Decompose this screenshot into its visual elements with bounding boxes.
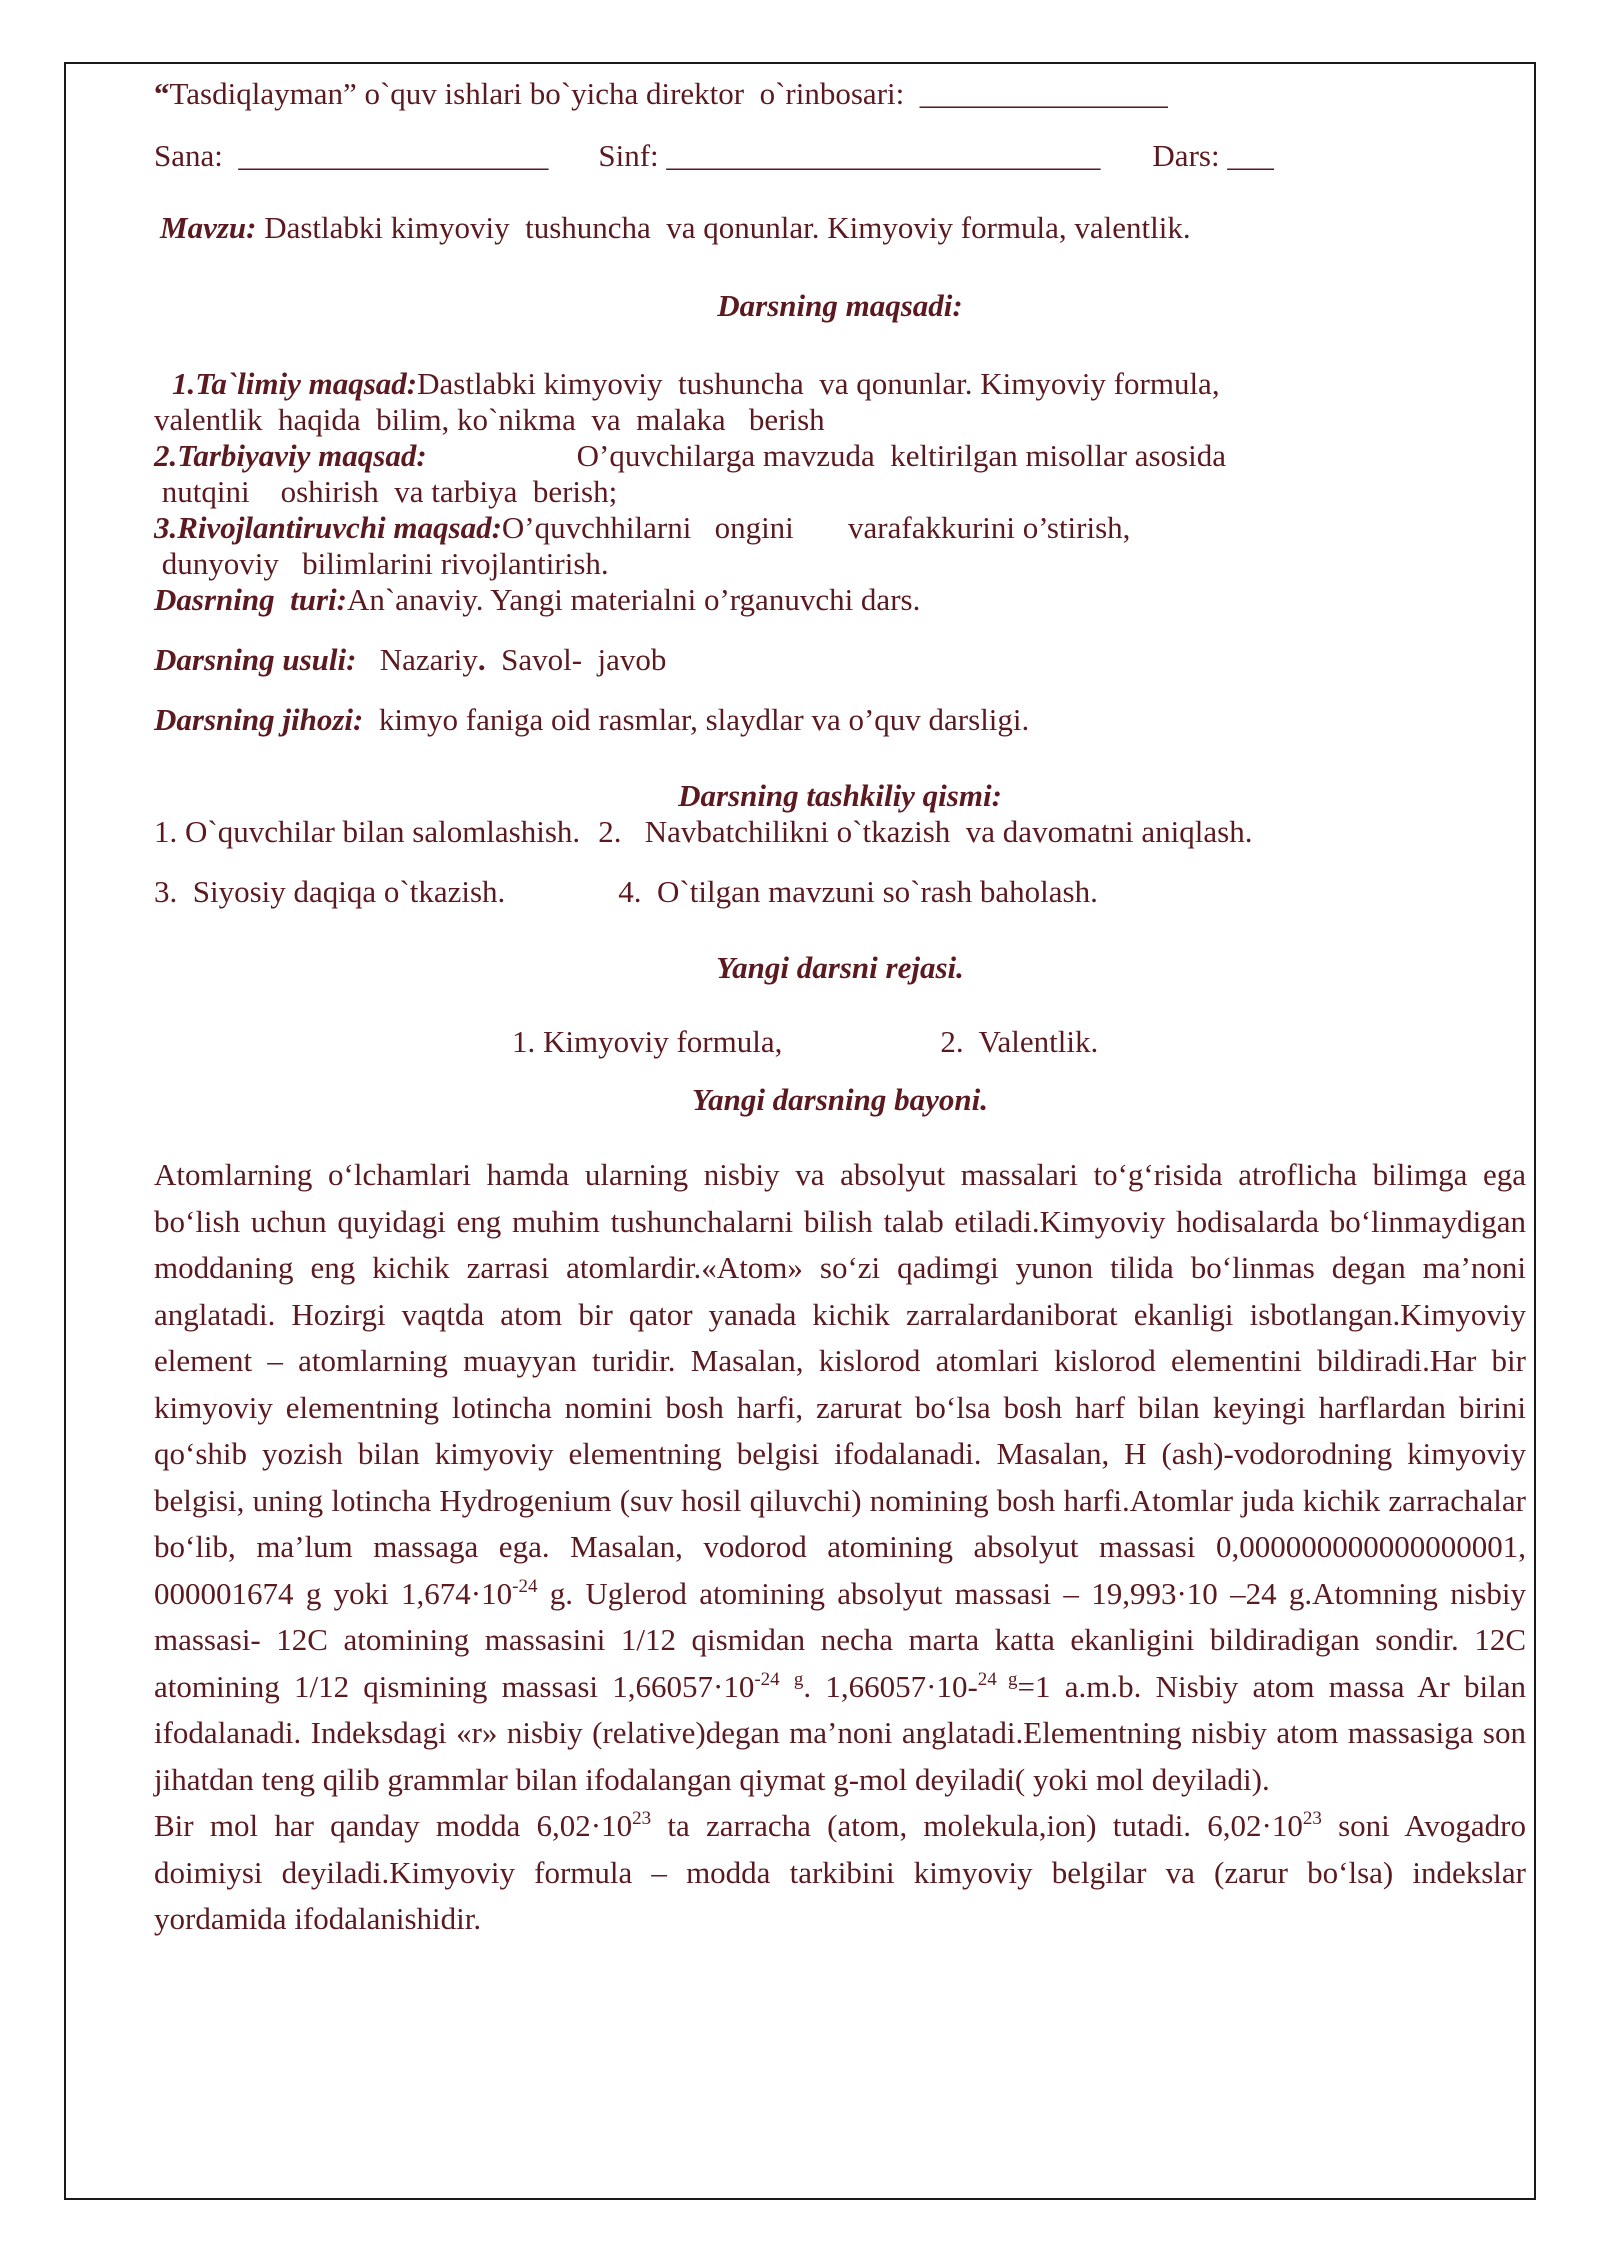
turi-label: Dasrning turi: <box>154 582 347 617</box>
tashkiliy-heading: Darsning tashkiliy qismi: <box>678 778 1002 813</box>
approval-line <box>154 76 1526 112</box>
body-text-1d: =1 a.m.b. Nisbiy atom massa Ar bilan ifodalanadi. Indeksdagi «r» nisbiy (relative)degan ma’noni anglatadi.Elementning nisbiy atom massasiga son jihatdan teng qilib grammlar bilan ifodalangan qiymat g-mol deyiladi( yoki mol deyiladi). <box>154 1668 1527 1797</box>
turi-line <box>154 582 1526 618</box>
talimiy-text: Dastlabki kimyoviy tushuncha va qonunlar. Kimyoviy formula, <box>417 366 1220 401</box>
jihozi-line <box>154 702 1526 738</box>
jihozi-label: Darsning jihozi: <box>154 702 364 737</box>
usuli-text-b: Savol- javob <box>485 642 667 677</box>
usuli-dot: . <box>477 642 486 677</box>
lesson-plan <box>154 76 1526 1943</box>
talimiy-line <box>154 366 1526 402</box>
sinf-label: Sinf: <box>598 138 667 173</box>
rivoj-line-2: dunyoviy bilimlarini rivojlantirish. <box>154 546 609 581</box>
turi-text: An`anaviy. Yangi materialni o’rganuvchi dars. <box>346 582 921 617</box>
body-text-1b: g. Uglerod atomining absolyut massasi – 19,993·10 –24 g.Atomning nisbiy massasi- 12C atomining massasini 1/12 qismidan necha marta katta ekanligini bildiradigan sondir. 12C atomining 1/12 qismining massasi 1,66057·10 <box>154 1575 1526 1704</box>
approval-quote: “ <box>154 76 170 111</box>
usuli-label: Darsning usuli: <box>154 642 357 677</box>
body-text-1c: . 1,66057·10- <box>803 1668 978 1704</box>
body-paragraph-2 <box>154 1803 1526 1943</box>
tarbiyaviy-label: 2.Tarbiyaviy maqsad: <box>154 438 427 473</box>
reja-item-1: 1. Kimyoviy formula, <box>512 1024 783 1059</box>
tashkiliy-item-4: 4. O`tilgan mavzuni so`rash baholash. <box>618 874 1098 909</box>
tashkiliy-row-2 <box>154 874 1526 910</box>
mavzu-label: Mavzu: <box>160 210 257 245</box>
rivoj-line <box>154 510 1526 546</box>
rivoj-text: O’quvchhilarni ongini varafakkurini o’stirish, <box>501 510 1131 545</box>
exponent: 24 <box>977 1668 997 1690</box>
tarbiyaviy-line-2: nutqini oshirish va tarbiya berish; <box>154 474 618 509</box>
tashkiliy-item-1: 1. O`quvchilar bilan salomlashish. <box>154 814 581 849</box>
body-text-2a: Bir mol har qanday modda 6,02·10 <box>154 1808 633 1843</box>
usuli-text-a: Nazariy <box>356 642 478 677</box>
superscript-unit: g <box>996 1668 1018 1690</box>
talimiy-line-2: valentlik haqida bilim, ko`nikma va malaka berish <box>154 402 825 437</box>
dars-label: Dars: <box>1152 138 1228 173</box>
maqsad-heading: Darsning maqsadi: <box>717 288 963 323</box>
mavzu-line <box>154 210 1526 246</box>
body-text-2c: soni Avogadro doimiysi deyiladi.Kimyoviy formula – modda tarkibini kimyoviy belgilar va (zarur bo‘lsa) indekslar yordamida ifodalanishidir. <box>154 1808 1526 1936</box>
tashkiliy-row-1 <box>154 814 1526 850</box>
tashkiliy-item-3: 3. Siyosiy daqiqa o`tkazish. <box>154 874 506 909</box>
reja-item-2: 2. Valentlik. <box>940 1024 1099 1059</box>
rivoj-label: 3.Rivojlantiruvchi maqsad: <box>154 510 502 545</box>
dars-blank: ___ <box>1227 138 1274 173</box>
date-row <box>154 138 1526 174</box>
tashkiliy-item-2: 2. Navbatchilikni o`tkazish va davomatni aniqlash. <box>598 814 1253 849</box>
mavzu-text: Dastlabki kimyoviy tushuncha va qonunlar. Kimyoviy formula, valentlik. <box>256 210 1191 245</box>
exponent: 23 <box>1302 1808 1322 1829</box>
exponent: -24 <box>754 1668 780 1690</box>
approval-text: Tasdiqlayman” o`quv ishlari bo`yicha direktor o`rinbosari: <box>169 76 920 111</box>
sana-label: Sana: <box>154 138 239 173</box>
usuli-line <box>154 642 1526 678</box>
body-text-2b: ta zarracha (atom, molekula,ion) tutadi. 6,02·10 <box>651 1808 1303 1843</box>
approval-blank: ________________ <box>919 76 1168 111</box>
reja-heading: Yangi darsni rejasi. <box>716 950 964 985</box>
body-paragraph-1 <box>154 1152 1526 1803</box>
body-text-1a: Atomlarning o‘lchamlari hamda ularning nisbiy va absolyut massalari to‘g‘risida atroflicha bilimga ega bo‘lish uchun quyidagi eng muhim tushunchalarni bilish talab etiladi.Kimyoviy hodisalarda bo‘linmaydigan moddaning eng kichik zarrasi atomlardir.«Atom» so‘zi qadimgi yunon tilida bo‘linmas degan ma’noni anglatadi. Hozirgi vaqtda atom bir qator yanada kichik zarralardaniborat ekanligi isbotlangan.Kimyoviy element – atomlarning muayyan turidir. Masalan, kislorod atomlari kislorod elementini bildiradi.Har bir kimyoviy elementning lotincha nomini bosh harfi, zarurat bo‘lsa bosh harf bilan keyingi harflardan birini qo‘shib yozish bilan kimyoviy elementning belgisi ifodalanadi. Masalan, H (ash)-vodorodning kimyoviy belgisi, uning lotincha Hydrogenium (suv hosil qiluvchi) nomining bosh harfi.Atomlar juda kichik zarrachalar bo‘lib, ma’lum massaga ega. Masalan, vodorod atomining absolyut massasi 0,000000000000000001, 000001674 g yoki 1,674·10 <box>154 1157 1526 1611</box>
talimiy-label: 1.Ta`limiy maqsad: <box>172 366 418 401</box>
tarbiyaviy-text: O’quvchilarga mavzuda keltirilgan misollar asosida <box>576 438 1227 473</box>
sana-blank: ____________________ <box>238 138 549 173</box>
bayon-heading: Yangi darsning bayoni. <box>691 1082 989 1117</box>
reja-row <box>154 1024 1526 1060</box>
superscript-unit: g <box>793 1668 804 1690</box>
sinf-blank: ____________________________ <box>666 138 1101 173</box>
exponent: -24 <box>512 1575 538 1597</box>
exponent: 23 <box>632 1808 652 1829</box>
jihozi-text: kimyo faniga oid rasmlar, slaydlar va o’quv darsligi. <box>363 702 1030 737</box>
tarbiyaviy-line <box>154 438 1526 474</box>
